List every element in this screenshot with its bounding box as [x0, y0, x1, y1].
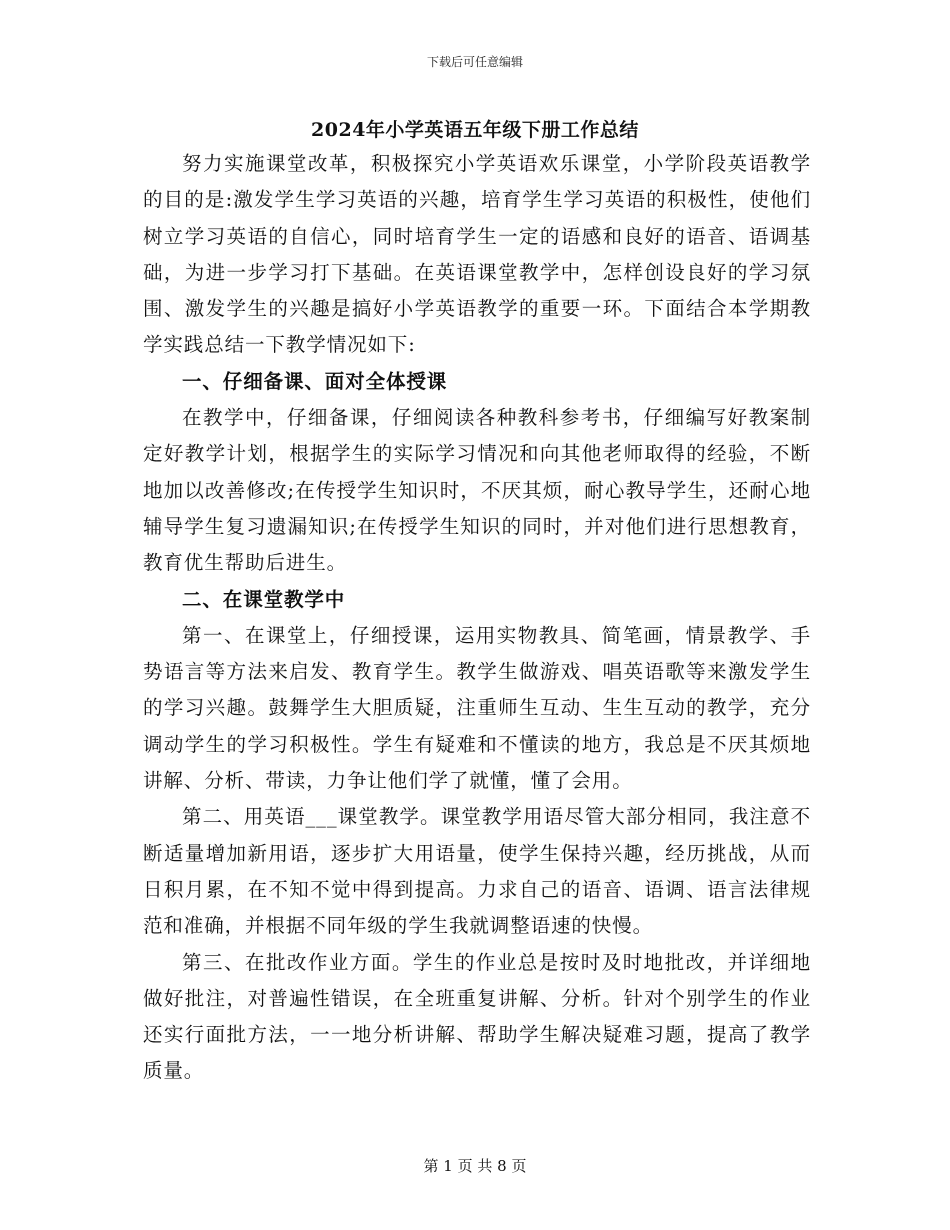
document-body [143, 146, 811, 1090]
section-2-paragraph-3: 第三、在批改作业方面。学生的作业总是按时及时地批改，并详细地做好批注，对普遍性错误，在全班重复讲解、分析。针对个别学生的作业还实行面批方法，一一地分析讲解、帮助学生解决疑难习题，提高了教学质量。 [143, 950, 811, 1083]
section-heading-2: 二、在课堂教学中 [182, 587, 346, 611]
document-title: 2024年小学英语五年级下册工作总结 [311, 119, 639, 141]
section-heading-1: 一、仔细备课、面对全体授课 [182, 369, 448, 393]
header-note: 下载后可任意编辑 [426, 55, 523, 69]
intro-paragraph: 努力实施课堂改革，积极探究小学英语欢乐课堂，小学阶段英语教学的目的是:激发学生学习英语的兴趣，培育学生学习英语的积极性，使他们树立学习英语的自信心，同时培育学生一定的语感和良好的语音、语调基础，为进一步学习打下基础。在英语课堂教学中，怎样创设良好的学习氛围、激发学生的兴趣是搞好小学英语教学的重要一环。下面结合本学期教学实践总结一下教学情况如下: [143, 152, 811, 357]
section-1-paragraph: 在教学中，仔细备课，仔细阅读各种教科参考书，仔细编写好教案制定好教学计划，根据学生的实际学习情况和向其他老师取得的经验，不断地加以改善修改;在传授学生知识时，不厌其烦，耐心教导学生，还耐心地辅导学生复习遗漏知识;在传授学生知识的同时，并对他们进行思想教育，教育优生帮助后进生。 [143, 406, 811, 575]
section-2-paragraph-2: 第二、用英语___课堂教学。课堂教学用语尽管大部分相同，我注意不断适量增加新用语，逐步扩大用语量，使学生保持兴趣，经历挑战，从而日积月累，在不知不觉中得到提高。力求自己的语音、语调、语言法律规范和准确，并根据不同年级的学生我就调整语速的快慢。 [143, 805, 811, 938]
page-number: 第 1 页 共 8 页 [423, 1157, 527, 1175]
section-2-paragraph-1: 第一、在课堂上，仔细授课，运用实物教具、简笔画，情景教学、手势语言等方法来启发、教育学生。教学生做游戏、唱英语歌等来激发学生的学习兴趣。鼓舞学生大胆质疑，注重师生互动、生生互动的教学，充分调动学生的学习积极性。学生有疑难和不懂读的地方，我总是不厌其烦地讲解、分析、带读，力争让他们学了就懂，懂了会用。 [143, 623, 811, 793]
